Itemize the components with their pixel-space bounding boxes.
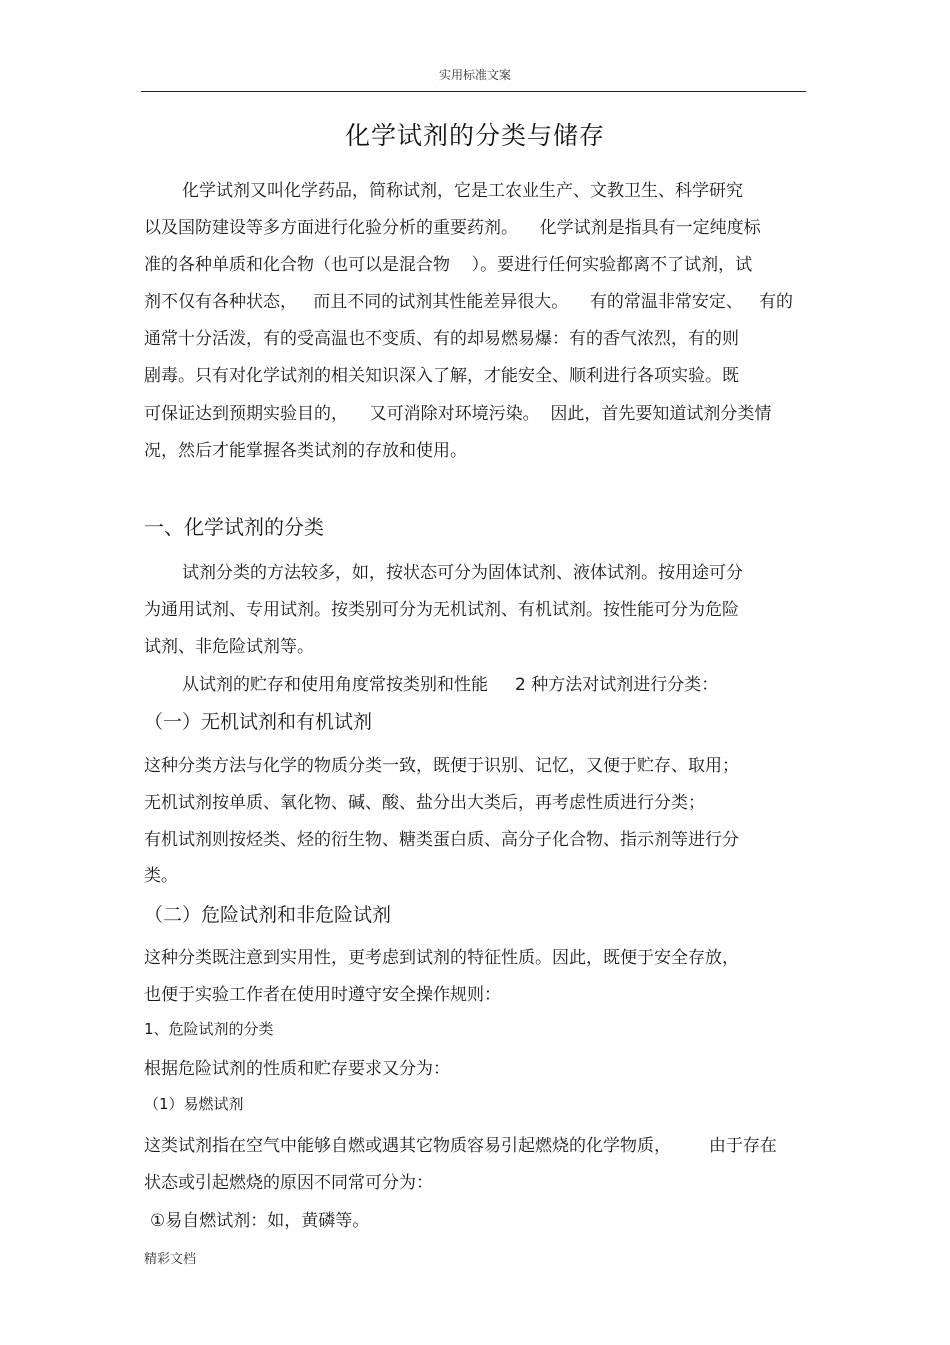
sub1-line: 这种分类方法与化学的物质分类一致，既便于识别、记忆，又便于贮存、取用； (144, 756, 739, 776)
section1-para2: 从试剂的贮存和使用角度常按类别和性能 2 种方法对试剂进行分类： (182, 675, 719, 695)
intro-line: 剂不仅有各种状态， 而且不同的试剂其性能差异很大。 有的常温非常安定、 有的 (144, 292, 794, 312)
sub2-line: 这种分类既注意到实用性，更考虑到试剂的特征性质。因此，既便于安全存放， (144, 948, 739, 968)
document-title: 化学试剂的分类与储存 (344, 121, 605, 150)
page-footer: 精彩文档 (144, 1252, 197, 1267)
subitem-line: 这类试剂指在空气中能够自燃或遇其它物质容易引起燃烧的化学物质， 由于存在 (144, 1136, 777, 1156)
section1-para1-line: 试剂分类的方法较多，如，按状态可分为固体试剂、液体试剂。按用途可分 (182, 563, 743, 583)
section1-para1-line: 为通用试剂、专用试剂。按类别可分为无机试剂、有机试剂。按性能可分为危险 (144, 600, 739, 620)
list-item-description: 根据危险试剂的性质和贮存要求又分为： (144, 1059, 450, 1079)
sub1-line: 类。 (144, 866, 178, 886)
sub1-line: 无机试剂按单质、氧化物、碱、酸、盐分出大类后，再考虑性质进行分类； (144, 793, 705, 813)
header-divider (141, 91, 806, 92)
list-subitem-heading: （1）易燃试剂 (144, 1095, 244, 1113)
intro-line: 以及国防建设等多方面进行化验分析的重要药剂。 化学试剂是指具有一定纯度标 (144, 218, 761, 238)
intro-line: 化学试剂又叫化学药品，简称试剂，它是工农业生产、文教卫生、科学研究 (182, 181, 743, 201)
list-item-heading: 1、危险试剂的分类 (144, 1020, 274, 1038)
intro-line: 剧毒。只有对化学试剂的相关知识深入了解，才能安全、顺利进行各项实验。既 (144, 366, 739, 386)
section-heading: 一、化学试剂的分类 (144, 515, 324, 539)
intro-line: 可保证达到预期实验目的， 又可消除对环境污染。 因此，首先要知道试剂分类情 (144, 404, 772, 424)
page-header: 实用标准文案 (438, 68, 511, 82)
subitem-line: 状态或引起燃烧的原因不同常可分为： (144, 1173, 433, 1193)
intro-line: 通常十分活泼，有的受高温也不变质、有的却易燃易爆：有的香气浓烈，有的则 (144, 329, 739, 349)
intro-line: 准的各种单质和化合物（也可以是混合物 ）。要进行任何实验都离不了试剂，试 (144, 255, 753, 275)
intro-line: 况，然后才能掌握各类试剂的存放和使用。 (144, 441, 467, 461)
subsection-heading: （二）危险试剂和非危险试剂 (144, 904, 392, 926)
section1-para1-line: 试剂、非危险试剂等。 (144, 637, 314, 657)
subsection-heading: （一）无机试剂和有机试剂 (144, 711, 373, 733)
sub1-line: 有机试剂则按烃类、烃的衍生物、糖类蛋白质、高分子化合物、指示剂等进行分 (144, 830, 739, 850)
subitem-example: ①易自燃试剂：如，黄磷等。 (150, 1211, 370, 1231)
sub2-line: 也便于实验工作者在使用时遵守安全操作规则： (144, 985, 501, 1005)
